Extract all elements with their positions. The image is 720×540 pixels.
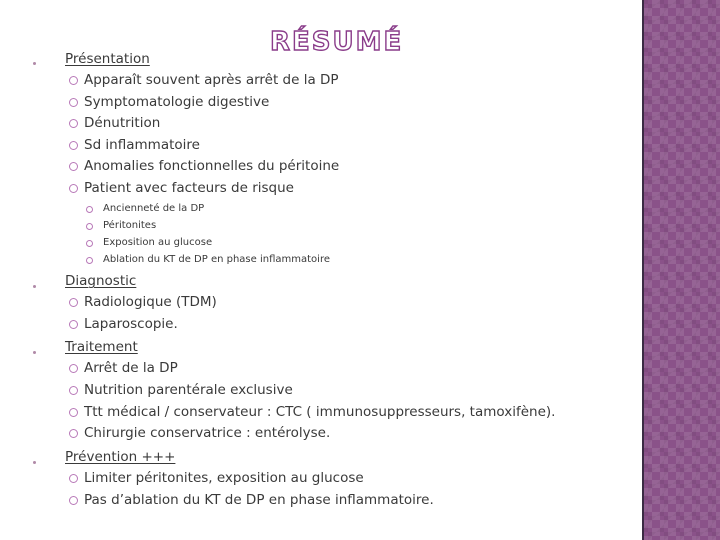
circle-bullet-icon [86,206,93,213]
circle-bullet-icon [69,496,78,505]
circle-bullet-icon [69,162,78,171]
list-item: Arrêt de la DP [84,360,178,376]
section-heading-prevention: Prévention +++ [65,449,176,465]
circle-bullet-icon [69,320,78,329]
circle-bullet-icon [69,119,78,128]
dot-bullet-icon [33,285,36,288]
circle-bullet-icon [69,386,78,395]
circle-bullet-icon [69,474,78,483]
circle-bullet-icon [86,240,93,247]
list-item: Nutrition parentérale exclusive [84,382,293,398]
circle-bullet-icon [69,408,78,417]
sub-list-item: Exposition au glucose [103,237,213,248]
list-item: Limiter péritonites, exposition au glucose [84,470,364,486]
circle-bullet-icon [69,429,78,438]
circle-bullet-icon [69,98,78,107]
section-heading-presentation: Présentation [65,51,150,67]
sub-list-item: Ablation du KT de DP en phase inflammatoire [103,254,330,265]
list-item: Chirurgie conservatrice : entérolyse. [84,425,331,441]
circle-bullet-icon [69,364,78,373]
list-item: Apparaît souvent après arrêt de la DP [84,72,339,88]
list-item: Dénutrition [84,115,161,131]
section-heading-traitement: Traitement [65,339,138,355]
list-item: Sd inflammatoire [84,137,200,153]
dot-bullet-icon [33,351,36,354]
circle-bullet-icon [86,223,93,230]
circle-bullet-icon [69,184,78,193]
circle-bullet-icon [69,141,78,150]
sub-list-item: Ancienneté de la DP [103,203,205,214]
decorative-sidebar [644,0,720,540]
dot-bullet-icon [33,461,36,464]
list-item: Symptomatologie digestive [84,94,270,110]
list-item: Anomalies fonctionnelles du péritoine [84,158,340,174]
sub-list-item: Péritonites [103,220,157,231]
circle-bullet-icon [86,257,93,264]
circle-bullet-icon [69,76,78,85]
list-item: Radiologique (TDM) [84,294,217,310]
section-heading-diagnostic: Diagnostic [65,273,137,289]
list-item: Pas d’ablation du KT de DP en phase inflammatoire. [84,492,434,508]
dot-bullet-icon [33,62,36,65]
slide-title: RÉSUMÉ [270,27,404,57]
circle-bullet-icon [69,298,78,307]
list-item: Laparoscopie. [84,316,178,332]
list-item: Ttt médical / conservateur : CTC ( immunosuppresseurs, tamoxifène). [84,404,556,420]
list-item: Patient avec facteurs de risque [84,180,294,196]
